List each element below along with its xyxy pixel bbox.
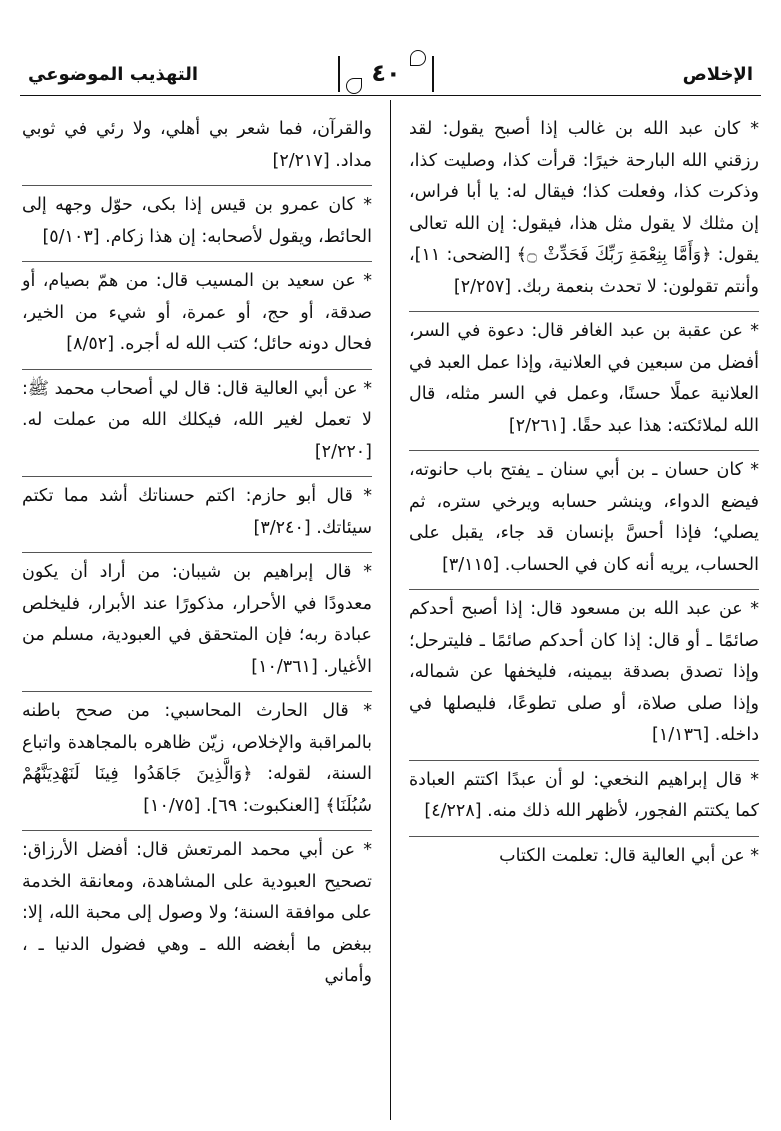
- entry: [22, 370, 372, 478]
- entry-text: * قال الحارث المحاسبي: من صحح باطنه بالمراقبة والإخلاص، زيّن ظاهره بالمجاهدة واتباع السنة، لقوله: ﴿وَالَّذِينَ جَاهَدُوا فِينَا لَنَهْدِيَنَّهُمْ سُبُلَنَا﴾ [العنكبوت: ٦٩].: [22, 701, 372, 816]
- entry-text: * كان حسان ـ بن أبي سنان ـ يفتح باب حانوته، فيضع الدواء، وينشر حسابه ويرخي ستره، ثم يصلي؛ فإذا أحسَّ بإنسان قد جاء، يقبل على الحساب، يريه أنه كان في الحساب.: [409, 460, 759, 575]
- entry-paragraph: [409, 316, 759, 442]
- entry-reference: [٢/٢٦١]: [508, 415, 567, 436]
- entry-reference: [٨/٥٢]: [66, 334, 115, 354]
- page-number-frame: [338, 56, 434, 92]
- entry-paragraph: [22, 266, 372, 361]
- entry-text: * عن عقبة بن عبد الغافر قال: دعوة في السر، أفضل من سبعين في العلانية، وإذا عمل العبد في العلانية عملًا حسنًا، وعمل في السر مثله، قال الله لملائكته: هذا عبد حقًا.: [409, 321, 759, 436]
- book-title: التهذيب الموضوعي: [28, 64, 199, 85]
- entry-reference: [٢/٢١٧]: [272, 150, 330, 171]
- entry-text: * عن أبي العالية قال: قال لي أصحاب محمد ﷺ: لا تعمل لغير الله، فيكلك الله من عملت له.: [22, 378, 372, 430]
- entry-reference: [١٠/٣٦١]: [251, 656, 318, 677]
- entry-reference: [٢/٢٢٠]: [314, 441, 372, 462]
- entry-text: * قال أبو حازم: اكتم حسناتك أشد مما تكتم سيئاتك.: [22, 486, 372, 538]
- entry-paragraph: [22, 190, 372, 253]
- entry: [409, 761, 759, 837]
- entry: [409, 451, 759, 590]
- header-rule: [20, 95, 761, 96]
- entry: [22, 110, 372, 186]
- entry: [22, 477, 372, 553]
- entry-reference: [٥/١٠٣]: [42, 226, 100, 247]
- entry-paragraph: [409, 765, 759, 828]
- column-divider: [390, 100, 391, 1120]
- entry-text: * عن سعيد بن المسيب قال: من همّ بصيام، أو صدقة، أو حج، أو عمرة، أو شيء من الخير، فحال دونه حائل؛ كتب الله له أجره.: [22, 271, 372, 354]
- entry-paragraph: [409, 841, 759, 873]
- entry: [409, 837, 759, 881]
- entry-reference: [٤/٢٢٨]: [424, 801, 482, 821]
- entry-paragraph: [22, 114, 372, 177]
- entry-paragraph: [22, 481, 372, 544]
- entry: [409, 590, 759, 761]
- entry-text: * كان عبد الله بن غالب إذا أصبح يقول: لقد رزقني الله البارحة خيرًا: قرأت كذا، وصليت كذا، وذكرت كذا، وفعلت كذا؛ فيقال له: يا أبا فراس، إن مثلك لا يقول مثل هذا، فيقول: إن الله تعالى يقول: ﴿وَأَمَّا بِنِعْمَةِ رَبِّكَ فَحَدِّثْ ۝﴾ [الضحى: ١١]، وأنتم تقولون: لا تحدث بنعمة ربك.: [409, 119, 760, 297]
- entry-reference: [١/١٣٦]: [652, 725, 710, 745]
- entry-text: * عن أبي محمد المرتعش قال: أفضل الأرزاق: تصحيح العبودية على المشاهدة، ومعانقة الخدمة على موافقة السنة؛ ولا وصول إلى محبة الله، إلا: ببغض ما أبغضه الله ـ وهي فضول الدنيا ـ ، وأماني: [22, 840, 372, 986]
- entry-reference: [١٠/٧٥]: [143, 795, 201, 816]
- right-column: [409, 110, 759, 1120]
- entry-reference: [٣/٢٤٠]: [253, 517, 311, 538]
- entry: [22, 262, 372, 370]
- entry-paragraph: [409, 114, 759, 303]
- entry-text: والقرآن، فما شعر بي أهلي، ولا رئي في ثوبي مداد.: [22, 119, 372, 171]
- left-column: [22, 110, 372, 1120]
- entry-paragraph: [22, 557, 372, 683]
- entry: [409, 110, 759, 312]
- entry-paragraph: [22, 696, 372, 822]
- entry: [22, 692, 372, 831]
- entry-paragraph: [409, 594, 759, 752]
- chapter-title: الإخلاص: [682, 64, 753, 85]
- entry-reference: [٢/٢٥٧]: [453, 276, 512, 297]
- entry-text: * عن أبي العالية قال: تعلمت الكتاب: [499, 845, 759, 866]
- entry: [22, 186, 372, 262]
- entry-text: * عن عبد الله بن مسعود قال: إذا أصبح أحدكم صائمًا ـ أو قال: إذا كان أحدكم صائمًا ـ فليترحل؛ وإذا تصدق بصدقة بيمينه، فليخفها عن شماله، وإذا صلى صلاة، أو صلى تطوعًا، فليصلها في داخله.: [409, 599, 759, 745]
- page-number: ٤٠: [371, 59, 401, 87]
- entry-text: * قال إبراهيم النخعي: لو أن عبدًا اكتتم العبادة كما يكتتم الفجور، لأظهر الله ذلك منه.: [409, 769, 759, 821]
- entry-reference: [٣/١١٥]: [442, 554, 500, 575]
- entry: [409, 312, 759, 451]
- entry-paragraph: [22, 374, 372, 469]
- entry-text: * قال إبراهيم بن شيبان: من أراد أن يكون معدودًا في الأحرار، مذكورًا عند الأبرار، فليخلص عبادة ربه؛ فإن المتحقق في العبودية، مسلم من الأغيار.: [22, 562, 372, 677]
- page-header: [20, 54, 761, 96]
- entry: [22, 831, 372, 1001]
- entry-text: * كان عمرو بن قيس إذا بكى، حوّل وجهه إلى الحائط، ويقول لأصحابه: إن هذا زكام.: [22, 195, 372, 247]
- entry-paragraph: [409, 455, 759, 581]
- entry-paragraph: [22, 835, 372, 993]
- entry: [22, 553, 372, 692]
